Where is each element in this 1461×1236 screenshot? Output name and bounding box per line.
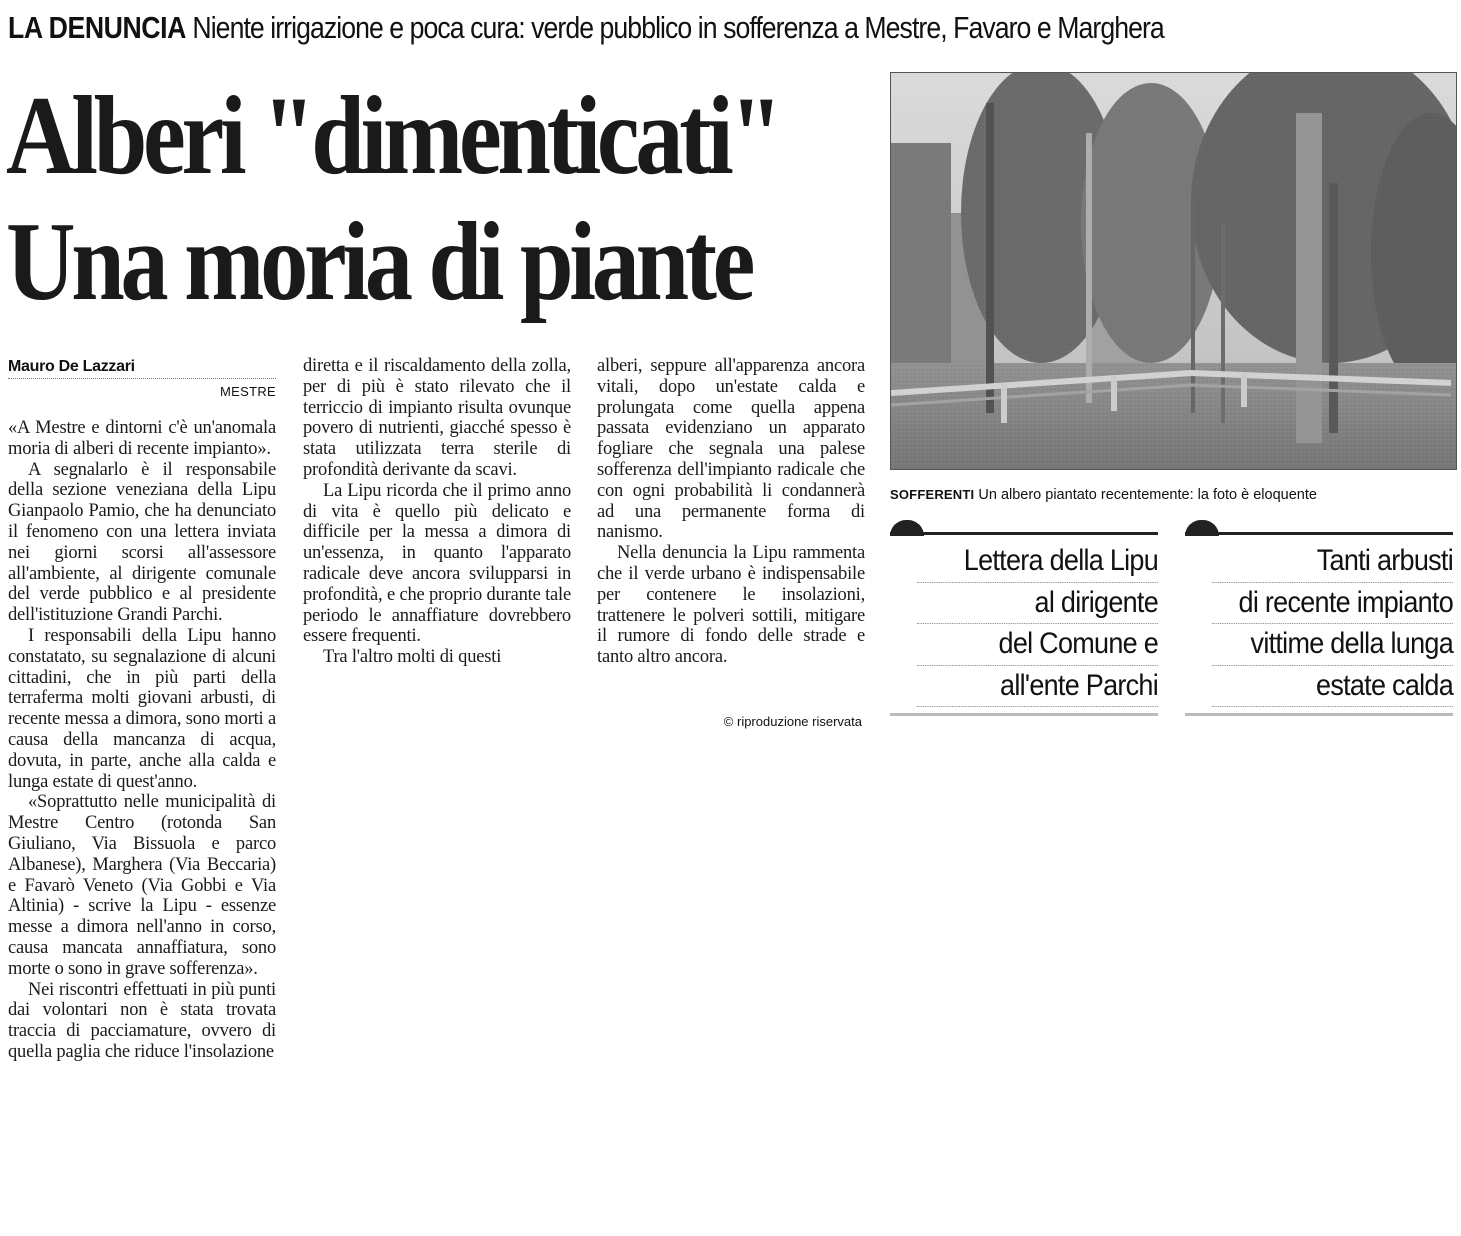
paragraph: I responsabili della Lipu hanno constatato, su segnalazione di alcuni cittadini, che in più parti della terraferma molti giovani arbusti, di recente messa a dimora, sono morti a causa della mancanza di acqua, dovuta, in parte, anche alla calda e lunga estate di quest'anno. bbox=[8, 625, 276, 792]
body-column-1 bbox=[8, 418, 276, 1063]
headline-line-1: Alberi "dimenticati" bbox=[6, 74, 779, 198]
paragraph: «A Mestre e dintorni c'è un'anomala moria di alberi di recente impianto». bbox=[8, 418, 276, 459]
photo-caption bbox=[890, 487, 1455, 503]
pullquote-rule bbox=[890, 532, 1158, 535]
photo-image bbox=[891, 73, 1456, 469]
pullquote-marker-icon bbox=[1185, 520, 1219, 536]
paragraph: A segnalarlo è il responsabile della sezione veneziana della Lipu Gianpaolo Pamio, che ha denunciato il fenomeno con una lettera inviata nei giorni scorsi all'assessore all'ambiente, al dirigente comunale del verde pubblico e al presidente dell'istituzione Grandi Parchi. bbox=[8, 459, 276, 626]
copyright-notice: © riproduzione riservata bbox=[723, 714, 862, 729]
pullquote-line: del Comune e bbox=[917, 624, 1158, 666]
pullquote-2 bbox=[1185, 532, 1453, 716]
kicker-text: Niente irrigazione e poca cura: verde pubblico in sofferenza a Mestre, Favaro e Marghera bbox=[192, 10, 1164, 45]
paragraph: La Lipu ricorda che il primo anno di vita è quello più delicato e difficile per la messa a dimora di un'essenza, in quanto l'apparato radicale deve ancora svilupparsi in profondità, e che proprio durante tale periodo le annaffiature dovrebbero essere frequenti. bbox=[303, 480, 571, 647]
pullquote-line: Lettera della Lipu bbox=[917, 541, 1158, 583]
news-photo bbox=[890, 72, 1457, 470]
pullquote-line: al dirigente bbox=[917, 583, 1158, 625]
pullquote-1 bbox=[890, 532, 1158, 716]
paragraph: «Soprattutto nelle municipalità di Mestre Centro (rotonda San Giuliano, Via Bissuola e parco Albanese), Marghera (Via Beccaria) e Favarò Veneto (Via Gobbi e Via Altinia) - scrive la Lipu - essenze messe a dimora nell'anno in corso, causa mancata annaffiatura, sono morte o sono in grave sofferenza». bbox=[8, 792, 276, 979]
paragraph: alberi, seppure all'apparenza ancora vitali, dopo un'estate calda e prolungata come quella appena passata evidenziano un apparato fogliare che segnala una palese sofferenza dell'impianto radicale che con ogni probabilità li condannerà ad una permanente forma di nanismo. bbox=[597, 356, 865, 543]
pullquote-rule-bottom bbox=[890, 713, 1158, 716]
pullquote-rule bbox=[1185, 532, 1453, 535]
caption-text: Un albero piantato recentemente: la foto è eloquente bbox=[978, 487, 1317, 503]
pullquote-marker-icon bbox=[890, 520, 924, 536]
paragraph: Nei riscontri effettuati in più punti dai volontari non è stata trovata traccia di pacciamature, ovvero di quella paglia che riduce l'insolazione bbox=[8, 979, 276, 1062]
pullquote-line: all'ente Parchi bbox=[917, 666, 1158, 708]
pullquote-line: vittime della lunga bbox=[1212, 624, 1453, 666]
headline-line-2: Una moria di piante bbox=[6, 200, 752, 324]
dateline: MESTRE bbox=[220, 384, 276, 399]
pullquote-line: di recente impianto bbox=[1212, 583, 1453, 625]
paragraph: Tra l'altro molti di questi bbox=[323, 647, 502, 668]
kicker-tag: LA DENUNCIA bbox=[8, 10, 186, 45]
body-column-3 bbox=[597, 356, 865, 668]
paragraph: diretta e il riscaldamento della zolla, per di più è stato rilevato che il terriccio di impianto risulta ovunque povero di nutrienti, giacché spesso è stata utilizzata terra sterile di profondità derivante da scavi. bbox=[303, 356, 571, 480]
kicker bbox=[8, 6, 1255, 50]
byline: Mauro De Lazzari bbox=[8, 358, 276, 379]
body-column-2 bbox=[303, 356, 571, 668]
caption-lead: SOFFERENTI bbox=[890, 487, 975, 502]
pullquote-line: Tanti arbusti bbox=[1212, 541, 1453, 583]
pullquote-line: estate calda bbox=[1212, 666, 1453, 708]
paragraph: Nella denuncia la Lipu rammenta che il verde urbano è indispensabile per contenere le insolazioni, trattenere le polveri sottili, mitigare il rumore di fondo delle strade e tanto altro ancora. bbox=[597, 543, 865, 668]
pullquote-rule-bottom bbox=[1185, 713, 1453, 716]
